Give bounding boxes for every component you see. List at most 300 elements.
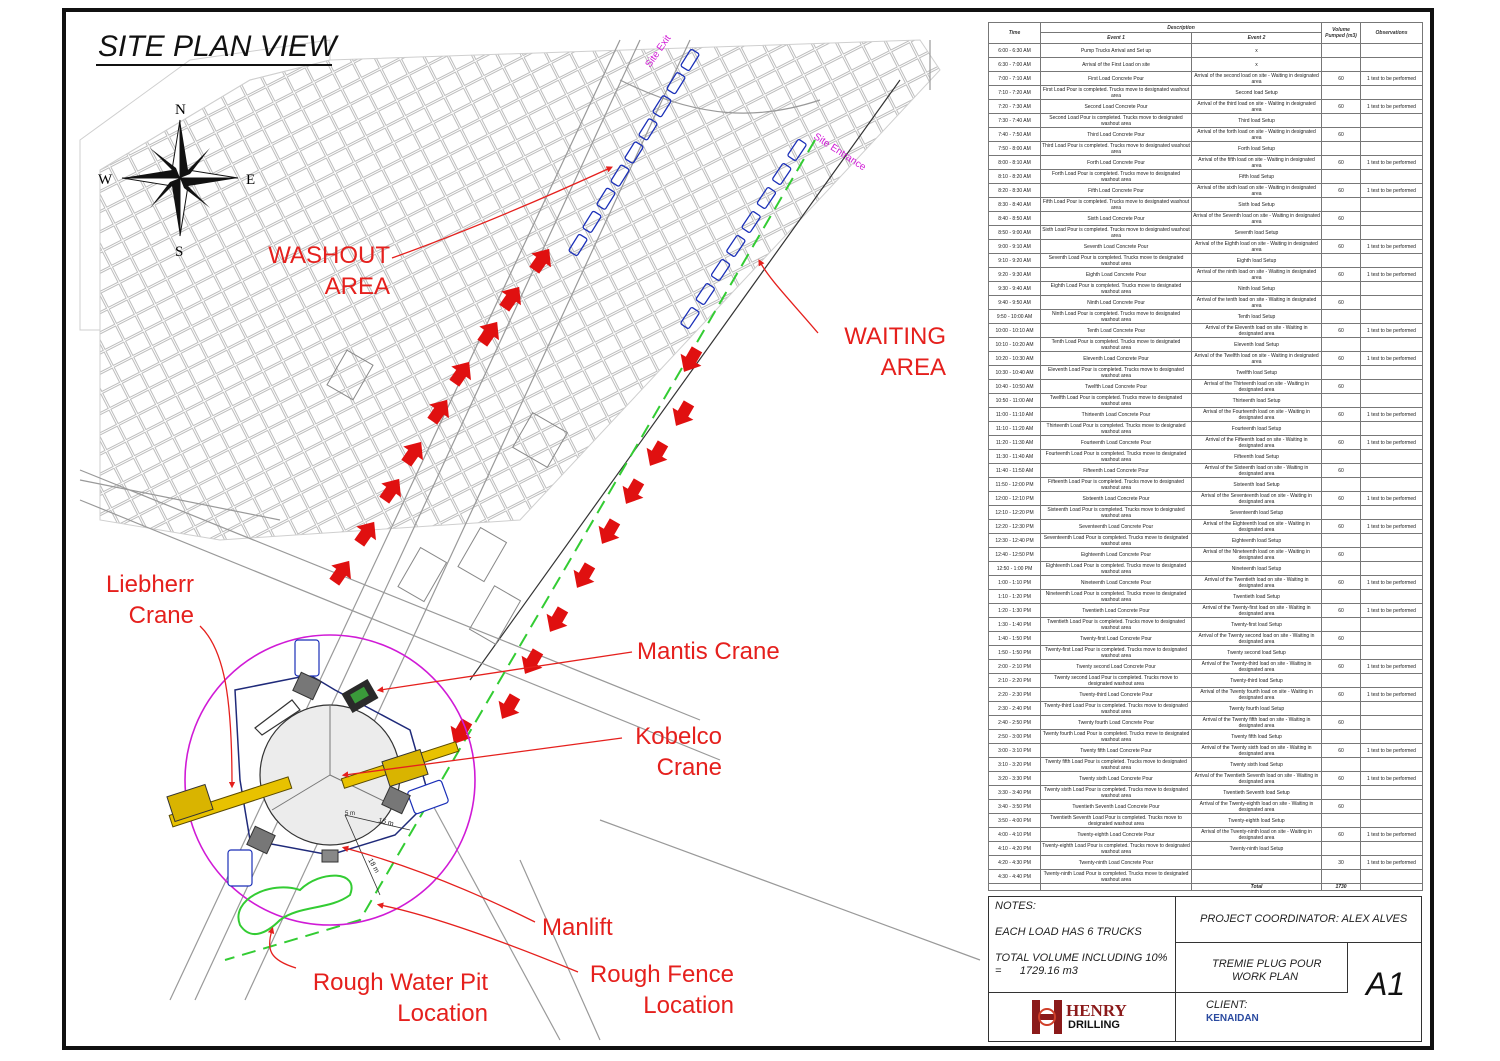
cell-event1: Eighth Load Concrete Pour	[1041, 268, 1192, 282]
cell-time: 12:30 - 12:40 PM	[989, 534, 1041, 548]
cell-time: 3:30 - 3:40 PM	[989, 786, 1041, 800]
cell-observations: 1 test to be performed	[1361, 576, 1423, 590]
cell-volume: 60	[1322, 184, 1361, 198]
cell-event1: Twenty second Load Pour is completed. Trucks move to designated washout area	[1041, 674, 1192, 688]
cell-volume: 60	[1322, 576, 1361, 590]
cell-event2: Arrival of the ninth load on site - Waiting in designated area	[1192, 268, 1322, 282]
fence-line-2: Location	[643, 992, 734, 1019]
cell-event1: Twelfth Load Pour is completed. Trucks move to designated washout area	[1041, 394, 1192, 408]
cell-time: 7:10 - 7:20 AM	[989, 86, 1041, 100]
cell-volume	[1322, 814, 1361, 828]
cell-volume	[1322, 198, 1361, 212]
table-row	[989, 408, 1423, 422]
cell-observations	[1361, 506, 1423, 520]
cell-observations: 1 test to be performed	[1361, 324, 1423, 338]
cell-event2: Arrival of the Thirteenth load on site - Waiting in designated area	[1192, 380, 1322, 394]
henry-drilling-logo	[1030, 998, 1132, 1036]
cell-volume: 60	[1322, 352, 1361, 366]
cell-event1: Twenty-ninth Load Pour is completed. Trucks move to designated washout area	[1041, 870, 1192, 884]
table-row	[989, 72, 1423, 86]
cell-time: 3:50 - 4:00 PM	[989, 814, 1041, 828]
cell-volume	[1322, 338, 1361, 352]
cell-volume	[1322, 394, 1361, 408]
cell-time: 1:40 - 1:50 PM	[989, 632, 1041, 646]
cell-event1: Thirteenth Load Concrete Pour	[1041, 408, 1192, 422]
cell-volume	[1322, 702, 1361, 716]
cell-observations: 1 test to be performed	[1361, 856, 1423, 870]
cell-time: 2:30 - 2:40 PM	[989, 702, 1041, 716]
cell-event2: Twenty fifth load Setup	[1192, 730, 1322, 744]
cell-event2: Tenth load Setup	[1192, 310, 1322, 324]
cell-volume: 60	[1322, 632, 1361, 646]
note-volume-2: = 1729.16 m3	[995, 965, 1078, 977]
cell-event2: Third load Setup	[1192, 114, 1322, 128]
cell-time: 10:00 - 10:10 AM	[989, 324, 1041, 338]
cell-time: 11:20 - 11:30 AM	[989, 436, 1041, 450]
table-row	[989, 114, 1423, 128]
cell-time: 2:10 - 2:20 PM	[989, 674, 1041, 688]
cell-observations	[1361, 786, 1423, 800]
cell-event1: Thirteenth Load Pour is completed. Trucks move to designated washout area	[1041, 422, 1192, 436]
direction-arrow-icon	[567, 559, 601, 594]
cell-event2: Arrival of the Twenty-eighth load on site - Waiting in designated area	[1192, 800, 1322, 814]
cell-volume	[1322, 646, 1361, 660]
cell-event2: Fifteenth load Setup	[1192, 450, 1322, 464]
cell-volume: 60	[1322, 716, 1361, 730]
cell-event2: Seventh load Setup	[1192, 226, 1322, 240]
table-row	[989, 492, 1423, 506]
cell-observations: 1 test to be performed	[1361, 492, 1423, 506]
cell-event2: Arrival of the Eleventh load on site - Waiting in designated area	[1192, 324, 1322, 338]
cell-time: 1:30 - 1:40 PM	[989, 618, 1041, 632]
cell-volume	[1322, 366, 1361, 380]
cell-event2: Twenty-eighth load Setup	[1192, 814, 1322, 828]
cell-observations	[1361, 870, 1423, 884]
cell-time: 4:20 - 4:30 PM	[989, 856, 1041, 870]
compass-e: E	[246, 172, 256, 188]
sheet-number: A1	[1366, 966, 1406, 1002]
cell-event1: Seventeenth Load Pour is completed. Trucks move to designated washout area	[1041, 534, 1192, 548]
table-row	[989, 632, 1423, 646]
cell-event1: Eleventh Load Pour is completed. Trucks move to designated washout area	[1041, 366, 1192, 380]
cell-event1: First Load Pour is completed. Trucks move to designated washout area	[1041, 86, 1192, 100]
cell-event2: Arrival of the Fifteenth load on site - Waiting in designated area	[1192, 436, 1322, 450]
cell-event2: x	[1192, 58, 1322, 72]
cell-observations	[1361, 226, 1423, 240]
cell-volume: 60	[1322, 212, 1361, 226]
cell-volume	[1322, 618, 1361, 632]
waiting-area-callout	[826, 321, 946, 383]
cell-event2: Fifth load Setup	[1192, 170, 1322, 184]
cell-volume	[1322, 170, 1361, 184]
cell-observations	[1361, 128, 1423, 142]
cell-event1: Seventeenth Load Concrete Pour	[1041, 520, 1192, 534]
cell-volume	[1322, 422, 1361, 436]
cell-observations	[1361, 310, 1423, 324]
table-row	[989, 618, 1423, 632]
cell-observations	[1361, 170, 1423, 184]
cell-event1: Twenty-first Load Concrete Pour	[1041, 632, 1192, 646]
kobelco-line-1: Kobelco	[635, 723, 722, 750]
dim-5m: 5 m	[345, 811, 356, 817]
col-time: Time	[989, 23, 1041, 44]
table-row	[989, 702, 1423, 716]
compass-n: N	[175, 102, 186, 118]
direction-arrow-icon	[640, 437, 674, 472]
table-row	[989, 366, 1423, 380]
table-row	[989, 436, 1423, 450]
cell-time: 2:00 - 2:10 PM	[989, 660, 1041, 674]
cell-observations	[1361, 254, 1423, 268]
cell-observations: 1 test to be performed	[1361, 352, 1423, 366]
cell-observations	[1361, 114, 1423, 128]
cell-time: 1:10 - 1:20 PM	[989, 590, 1041, 604]
table-row	[989, 758, 1423, 772]
cell-event2: x	[1192, 44, 1322, 58]
cell-event2: Twenty-third load Setup	[1192, 674, 1322, 688]
total-label: Total	[1192, 884, 1322, 891]
site-exit-label: Site Exit	[643, 33, 674, 70]
cell-event1: Eighth Load Pour is completed. Trucks move to designated washout area	[1041, 282, 1192, 296]
pour-schedule-table	[988, 22, 1423, 891]
cell-event2: Nineteenth load Setup	[1192, 562, 1322, 576]
cell-volume	[1322, 44, 1361, 58]
cell-time: 6:30 - 7:00 AM	[989, 58, 1041, 72]
washout-area-callout	[258, 240, 390, 302]
title-underline	[96, 64, 332, 66]
cell-event2: Eighteenth load Setup	[1192, 534, 1322, 548]
cell-event1: Ninth Load Concrete Pour	[1041, 296, 1192, 310]
cell-observations	[1361, 716, 1423, 730]
cell-volume: 60	[1322, 800, 1361, 814]
table-row	[989, 828, 1423, 842]
cell-time: 7:00 - 7:10 AM	[989, 72, 1041, 86]
cell-event1: Eighteenth Load Pour is completed. Trucks move to designated washout area	[1041, 562, 1192, 576]
direction-arrow-icon	[492, 690, 526, 725]
liebherr-line-2: Crane	[128, 602, 194, 629]
cell-event2: Arrival of the Twentieth Seventh load on site - Waiting in designated area	[1192, 772, 1322, 786]
cell-volume: 60	[1322, 520, 1361, 534]
cell-event1: Nineteenth Load Concrete Pour	[1041, 576, 1192, 590]
cell-event1: Second Load Pour is completed. Trucks move to designated washout area	[1041, 114, 1192, 128]
cell-observations: 1 test to be performed	[1361, 72, 1423, 86]
table-row	[989, 282, 1423, 296]
cell-observations	[1361, 534, 1423, 548]
liebherr-line-1: Liebherr	[105, 571, 194, 598]
cell-volume	[1322, 254, 1361, 268]
site-entrance-label: Site Entrance	[811, 131, 868, 174]
cell-event1: Twenty-third Load Pour is completed. Trucks move to designated washout area	[1041, 702, 1192, 716]
cell-event1: Twenty-eighth Load Pour is completed. Trucks move to designated washout area	[1042, 842, 1190, 855]
cell-event1: Fifth Load Concrete Pour	[1041, 184, 1192, 198]
table-row	[989, 744, 1423, 758]
cell-time: 12:50 - 1:00 PM	[989, 562, 1041, 576]
cell-observations	[1361, 478, 1423, 492]
col-description: Description	[1041, 23, 1322, 33]
cell-event2: Arrival of the Nineteenth load on site - Waiting in designated area	[1192, 548, 1322, 562]
cell-event2: Arrival of the Twenty sixth load on site - Waiting in designated area	[1192, 744, 1322, 758]
table-row	[989, 240, 1423, 254]
cell-volume	[1322, 58, 1361, 72]
cell-event2: Twenty-first load Setup	[1192, 618, 1322, 632]
cell-event1: Twenty-eighth Load Concrete Pour	[1041, 828, 1192, 842]
cell-volume: 60	[1322, 744, 1361, 758]
cell-event1: Twentieth Load Concrete Pour	[1041, 604, 1192, 618]
cell-event1: Twenty fifth Load Concrete Pour	[1041, 744, 1192, 758]
cell-observations	[1361, 338, 1423, 352]
kobelco-line-2: Crane	[656, 754, 722, 781]
logo-drilling: DRILLING	[1068, 1019, 1120, 1031]
cell-observations	[1361, 562, 1423, 576]
table-row	[989, 800, 1423, 814]
table-row	[989, 310, 1423, 324]
cell-volume	[1322, 282, 1361, 296]
cell-time: 12:10 - 12:20 PM	[989, 506, 1041, 520]
direction-arrow-icon	[515, 645, 549, 680]
cell-event1: Forth Load Pour is completed. Trucks move to designated washout area	[1041, 170, 1192, 184]
col-event2: Event 2	[1192, 33, 1322, 44]
table-row	[989, 394, 1423, 408]
cell-observations	[1361, 450, 1423, 464]
cell-time: 8:10 - 8:20 AM	[989, 170, 1041, 184]
cell-observations: 1 test to be performed	[1361, 660, 1423, 674]
cell-event1: Twenty second Load Concrete Pour	[1041, 660, 1192, 674]
table-row	[989, 856, 1423, 870]
cell-time: 11:10 - 11:20 AM	[989, 422, 1041, 436]
cell-event1: Twenty-first Load Pour is completed. Trucks move to designated washout area	[1041, 646, 1192, 660]
cell-observations: 1 test to be performed	[1361, 828, 1423, 842]
cell-event1: Twentieth Load Pour is completed. Trucks move to designated washout area	[1041, 618, 1192, 632]
cell-event2: Arrival of the sixth load on site - Waiting in designated area	[1192, 184, 1322, 198]
cell-time: 2:40 - 2:50 PM	[989, 716, 1041, 730]
cell-time: 9:00 - 9:10 AM	[989, 240, 1041, 254]
cell-event1: Fourteenth Load Concrete Pour	[1041, 436, 1192, 450]
cell-observations: 1 test to be performed	[1361, 772, 1423, 786]
cell-time: 7:40 - 7:50 AM	[989, 128, 1041, 142]
cell-time: 10:30 - 10:40 AM	[989, 366, 1041, 380]
note-volume-1: TOTAL VOLUME INCLUDING 10%	[995, 952, 1168, 964]
cell-time: 11:00 - 11:10 AM	[989, 408, 1041, 422]
table-row	[989, 268, 1423, 282]
fence-line-1: Rough Fence	[589, 961, 734, 988]
table-row	[989, 296, 1423, 310]
table-row	[989, 450, 1423, 464]
cell-event1: First Load Concrete Pour	[1041, 72, 1192, 86]
cell-event1: Twenty fifth Load Pour is completed. Trucks move to designated washout area	[1041, 758, 1192, 772]
table-row	[989, 660, 1423, 674]
cell-observations	[1361, 212, 1423, 226]
cell-event2: Arrival of the Eighth load on site - Waiting in designated area	[1192, 240, 1322, 254]
cell-event2: Twenty fourth load Setup	[1192, 702, 1322, 716]
cell-time: 6:00 - 6:30 AM	[989, 44, 1041, 58]
cell-observations: 1 test to be performed	[1361, 240, 1423, 254]
cell-volume: 60	[1322, 72, 1361, 86]
cell-volume: 60	[1322, 548, 1361, 562]
cell-volume	[1322, 730, 1361, 744]
cell-observations	[1361, 366, 1423, 380]
cell-volume: 60	[1322, 492, 1361, 506]
dim-15m: 15 m	[377, 817, 395, 828]
direction-arrow-icon	[324, 554, 359, 589]
waiting-line-1: WAITING	[844, 323, 946, 350]
cell-event2: Arrival of the Twenty second load on site - Waiting in designated area	[1192, 632, 1322, 646]
cell-event1: Third Load Concrete Pour	[1041, 128, 1192, 142]
cell-observations: 1 test to be performed	[1361, 688, 1423, 702]
direction-arrow-icon	[616, 475, 650, 510]
col-observations: Observations	[1361, 23, 1423, 44]
cell-observations	[1361, 282, 1423, 296]
cell-time: 11:30 - 11:40 AM	[989, 450, 1041, 464]
logo-mark-icon	[1030, 998, 1064, 1036]
cell-volume: 60	[1322, 324, 1361, 338]
cell-volume	[1322, 758, 1361, 772]
compass-s: S	[175, 244, 184, 260]
cell-event2: Arrival of the Seventeenth load on site - Waiting in designated area	[1192, 492, 1322, 506]
waiting-line-2: AREA	[880, 354, 946, 381]
table-row	[989, 100, 1423, 114]
table-row	[989, 380, 1423, 394]
cell-observations: 1 test to be performed	[1361, 744, 1423, 758]
cell-volume	[1322, 590, 1361, 604]
cell-event1: Twenty sixth Load Concrete Pour	[1041, 772, 1192, 786]
cell-volume	[1322, 562, 1361, 576]
table-row	[989, 716, 1423, 730]
cell-event2: Arrival of the Seventh load on site - Waiting in designated area	[1193, 212, 1320, 225]
cell-volume: 60	[1322, 100, 1361, 114]
cell-observations	[1361, 198, 1423, 212]
cell-time: 11:40 - 11:50 AM	[989, 464, 1041, 478]
table-row	[989, 338, 1423, 352]
cell-volume	[1322, 86, 1361, 100]
cell-event1: Twenty-ninth Load Concrete Pour	[1041, 856, 1192, 870]
cell-event1: Fifteenth Load Pour is completed. Trucks move to designated washout area	[1041, 478, 1192, 492]
table-row	[989, 156, 1423, 170]
cell-event2: Ninth load Setup	[1192, 282, 1322, 296]
cell-event1: Forth Load Concrete Pour	[1041, 156, 1192, 170]
cell-event2: Arrival of the Twenty-ninth load on site - Waiting in designated area	[1192, 828, 1322, 842]
cell-event2: Arrival of the Sixteenth load on site - Waiting in designated area	[1192, 464, 1322, 478]
cell-time: 9:10 - 9:20 AM	[989, 254, 1041, 268]
cell-event1: Twenty fourth Load Concrete Pour	[1041, 716, 1192, 730]
table-row	[989, 786, 1423, 800]
cell-event2	[1192, 870, 1322, 884]
cell-observations	[1361, 646, 1423, 660]
kobelco-crane-callout	[620, 721, 722, 783]
cell-time: 12:00 - 12:10 PM	[989, 492, 1041, 506]
cell-observations	[1361, 702, 1423, 716]
cell-observations	[1361, 842, 1423, 856]
cell-time: 12:40 - 12:50 PM	[989, 548, 1041, 562]
cell-time: 10:10 - 10:20 AM	[989, 338, 1041, 352]
cell-event1: Tenth Load Pour is completed. Trucks move to designated washout area	[1041, 338, 1192, 352]
cell-event1: Third Load Pour is completed. Trucks move to designated washout area	[1042, 142, 1190, 155]
cell-event2: Twelfth load Setup	[1192, 366, 1322, 380]
note-trucks: EACH LOAD HAS 6 TRUCKS	[995, 926, 1142, 938]
cell-time: 4:30 - 4:40 PM	[989, 870, 1041, 884]
table-row	[989, 58, 1423, 72]
cell-volume	[1322, 450, 1361, 464]
cell-observations	[1361, 590, 1423, 604]
cell-event2: Sixteenth load Setup	[1192, 478, 1322, 492]
cell-volume: 60	[1322, 268, 1361, 282]
cell-observations: 1 test to be performed	[1361, 520, 1423, 534]
fence-callout	[578, 959, 734, 1021]
table-row	[989, 142, 1423, 156]
cell-event1: Fourteenth Load Pour is completed. Trucks move to designated washout area	[1041, 450, 1192, 464]
cell-event1: Sixth Load Pour is completed. Trucks move to designated washout area	[1042, 226, 1190, 239]
client-name: KENAIDAN	[1206, 1013, 1259, 1024]
cell-observations	[1361, 632, 1423, 646]
cell-volume: 60	[1322, 240, 1361, 254]
cell-event1: Eleventh Load Concrete Pour	[1041, 352, 1192, 366]
cell-time: 4:00 - 4:10 PM	[989, 828, 1041, 842]
table-row	[989, 422, 1423, 436]
cell-time: 11:50 - 12:00 PM	[989, 478, 1041, 492]
cell-time: 2:20 - 2:30 PM	[989, 688, 1041, 702]
cell-volume: 60	[1322, 604, 1361, 618]
cell-event2: Twentieth Seventh load Setup	[1192, 786, 1322, 800]
cell-event1: Arrival of the First Load on site	[1041, 58, 1192, 72]
cell-volume	[1322, 226, 1361, 240]
cell-time: 12:20 - 12:30 PM	[989, 520, 1041, 534]
table-row	[989, 170, 1423, 184]
cell-event2: Eleventh load Setup	[1192, 338, 1322, 352]
cell-observations	[1361, 142, 1423, 156]
cell-observations: 1 test to be performed	[1361, 268, 1423, 282]
cell-observations	[1361, 464, 1423, 478]
cell-time: 8:00 - 8:10 AM	[989, 156, 1041, 170]
table-row	[989, 128, 1423, 142]
cell-event1: Sixteenth Load Pour is completed. Trucks move to designated washout area	[1041, 506, 1192, 520]
cell-volume: 60	[1322, 772, 1361, 786]
cell-time: 9:50 - 10:00 AM	[989, 310, 1041, 324]
cell-volume: 60	[1322, 296, 1361, 310]
cell-volume: 60	[1322, 688, 1361, 702]
cell-event2: Thirteenth load Setup	[1192, 394, 1322, 408]
cell-event2: Arrival of the Twenty fifth load on site - Waiting in designated area	[1192, 716, 1322, 730]
direction-arrow-icon	[540, 603, 574, 638]
cell-event1: Sixteenth Load Concrete Pour	[1041, 492, 1192, 506]
compass-w: W	[98, 172, 113, 188]
washout-line-2: AREA	[324, 273, 390, 300]
cell-time: 4:10 - 4:20 PM	[989, 842, 1041, 856]
manlift	[322, 850, 338, 862]
cell-volume: 60	[1322, 436, 1361, 450]
schedule-body	[989, 44, 1423, 884]
coordinator: PROJECT COORDINATOR: ALEX ALVES	[1200, 913, 1408, 925]
cell-event1: Tenth Load Concrete Pour	[1041, 324, 1192, 338]
table-row	[989, 464, 1423, 478]
liebherr-crane-callout	[94, 569, 194, 631]
cell-observations	[1361, 380, 1423, 394]
table-row	[989, 44, 1423, 58]
col-event1: Event 1	[1041, 33, 1192, 44]
cell-time: 9:20 - 9:30 AM	[989, 268, 1041, 282]
cell-time: 10:50 - 11:00 AM	[989, 394, 1041, 408]
table-row	[989, 198, 1423, 212]
table-row	[989, 212, 1423, 226]
cell-event1: Sixth Load Concrete Pour	[1041, 212, 1192, 226]
client-label: CLIENT:	[1206, 999, 1248, 1011]
table-row	[989, 772, 1423, 786]
cell-event1: Twelfth Load Concrete Pour	[1041, 380, 1192, 394]
cell-time: 1:00 - 1:10 PM	[989, 576, 1041, 590]
cell-event2: Twentieth load Setup	[1192, 590, 1322, 604]
cell-event2: Second load Setup	[1192, 86, 1322, 100]
cell-event2: Twenty sixth load Setup	[1192, 758, 1322, 772]
cell-event1: Ninth Load Pour is completed. Trucks move to designated washout area	[1041, 310, 1192, 324]
cell-event2: Arrival of the forth load on site - Waiting in designated area	[1192, 128, 1322, 142]
